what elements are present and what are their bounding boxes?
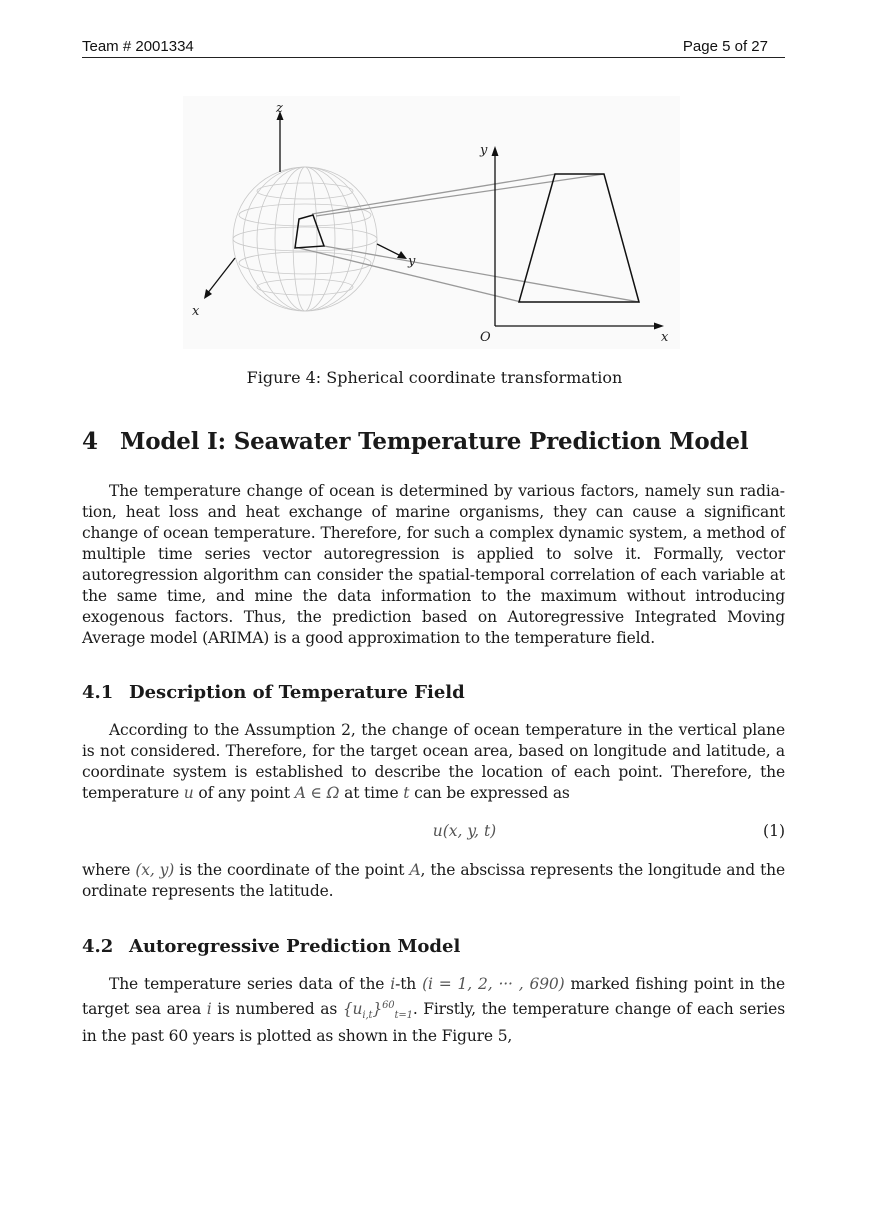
text-run: where xyxy=(82,861,136,879)
plane-x-axis-arrow xyxy=(654,323,664,330)
text-run: , the abscissa represents the longitude and the ordinate represents the latitude. xyxy=(82,861,785,900)
sphere-patch xyxy=(295,215,324,248)
text-run: According to the Assumption 2, the change of ocean temperature in the vertical plane is not considered. Therefore, for the target ocean area, based on longitude and latitude, a coordinate system is established to describe the location of each point. Therefore, the temperature xyxy=(82,721,785,802)
section-4-2-heading xyxy=(82,936,460,957)
spherical-coordinate-diagram xyxy=(183,96,680,349)
origin-label: O xyxy=(480,330,491,345)
set-close: } xyxy=(372,1000,383,1019)
text-run: can be expressed as xyxy=(409,784,570,802)
section-4-1-paragraph xyxy=(82,720,785,804)
math-variable: u xyxy=(183,784,194,802)
text-run: of any point xyxy=(193,784,295,802)
text-run: . Firstly, the temperature change of each series in the past 60 years is plotted as shown in the Figure 5, xyxy=(82,1000,786,1046)
set-subscript: i,t xyxy=(362,1010,373,1022)
page-number: Page 5 of 27 xyxy=(682,38,768,55)
sphere-grid xyxy=(233,167,377,311)
section-4-heading xyxy=(82,428,748,455)
z-label: z xyxy=(276,101,283,116)
math-expression: (i = 1, 2, ··· , 690) xyxy=(422,975,565,993)
subsection-number: 4.1 xyxy=(82,682,114,703)
team-number: Team # 2001334 xyxy=(82,38,194,55)
subsection-number: 4.2 xyxy=(82,936,114,957)
math-set xyxy=(342,1000,413,1022)
math-expression: A ∈ Ω xyxy=(294,784,340,802)
equation-1 xyxy=(82,822,785,844)
math-variable: A xyxy=(409,861,421,879)
text-run: is the coordinate of the point xyxy=(174,861,410,879)
text-run: is numbered as xyxy=(211,1000,343,1019)
set-open: {u xyxy=(342,1000,363,1019)
section-4-1-heading xyxy=(82,682,465,703)
figure-caption: Figure 4: Spherical coordinate transformation xyxy=(246,368,623,387)
math-variable: i xyxy=(390,975,396,993)
sphere-x-axis-line xyxy=(207,258,235,294)
text-run: at time xyxy=(339,784,404,802)
text-run: -th xyxy=(395,975,423,993)
set-superscript: 60 xyxy=(382,1000,395,1011)
sphere-x-label: x xyxy=(192,304,200,319)
math-variable: t xyxy=(403,784,410,802)
math-variable: i xyxy=(206,1000,212,1019)
subsection-title: Description of Temperature Field xyxy=(129,682,465,703)
section-4-paragraph: The temperature change of ocean is determined by various factors, namely sun radiation, heat loss and heat exchange of marine organisms, they can cause a significant change of ocean temperature. Therefore, for such a complex dynamic system, a method of multiple time series vector autoregression is applied to solve it. Formally, vector autoregression algorithm can consider the spatial-temporal correlation of each variable at the same time, and mine the data information to the maximum without introducing exogenous factors. Thus, the prediction based on Autoregressive Integrated Moving Average model (ARIMA) is a good approximation to the temperature field. xyxy=(82,482,785,647)
text-run: The temperature series data of the xyxy=(109,975,391,993)
subsection-title: Autoregressive Prediction Model xyxy=(129,936,461,957)
figure-4 xyxy=(183,96,680,349)
section-title: Model I: Seawater Temperature Prediction Model xyxy=(120,428,749,455)
equation-number: (1) xyxy=(763,822,785,840)
page-header xyxy=(82,37,785,58)
sphere-y-label: y xyxy=(408,254,416,269)
equation-expression: u(x, y, t) xyxy=(432,822,497,840)
plane-x-label: x xyxy=(661,330,669,345)
plane-y-label: y xyxy=(480,143,488,158)
plane-trapezoid xyxy=(519,174,639,302)
equation-explanation xyxy=(82,860,785,902)
text-run: marked fishing point in the target sea area xyxy=(82,975,786,1019)
section-4-2-paragraph xyxy=(82,974,785,1047)
sphere-x-axis-arrow xyxy=(204,289,212,299)
section-number: 4 xyxy=(82,428,98,455)
math-expression: (x, y) xyxy=(135,861,175,879)
sphere-y-axis-line xyxy=(377,244,401,256)
plane-y-axis-arrow xyxy=(492,146,499,156)
set-lower-index: t=1 xyxy=(394,1010,413,1022)
